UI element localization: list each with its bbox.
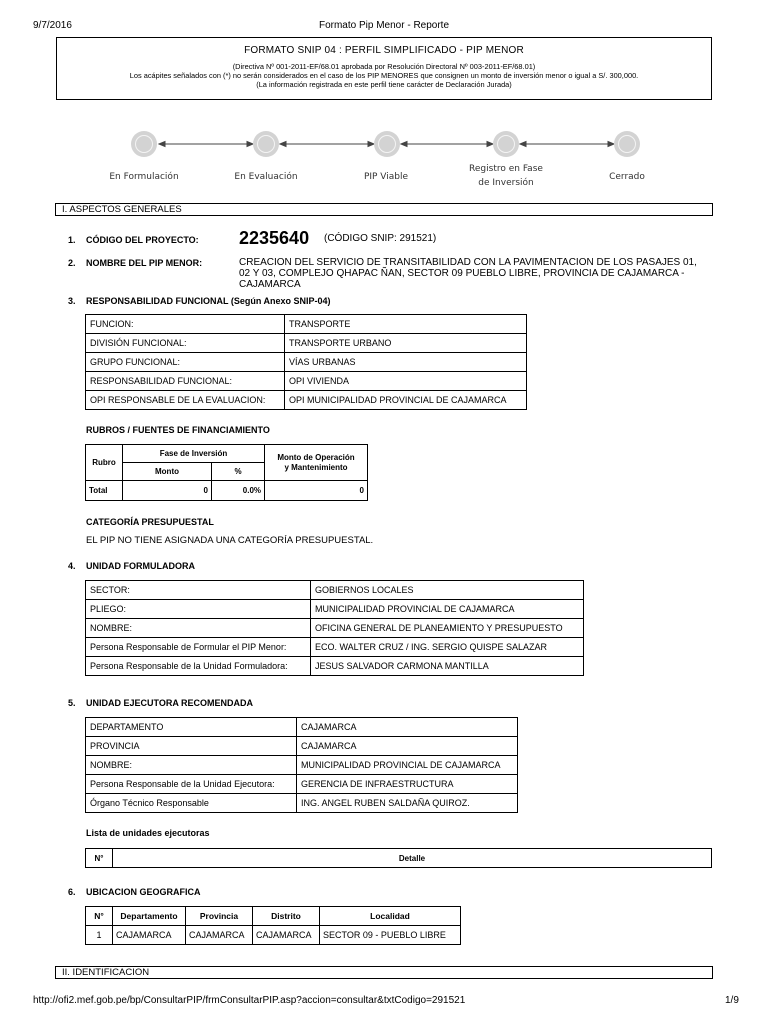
table-row bbox=[86, 315, 527, 334]
unidad-formuladora-table bbox=[85, 580, 584, 676]
stage-label-registro-l2: de Inversión bbox=[478, 178, 534, 188]
codigo-label: CÓDIGO DEL PROYECTO: bbox=[86, 235, 199, 245]
table-key: OPI RESPONSABLE DE LA EVALUACION: bbox=[86, 391, 285, 410]
ubic-header: Localidad bbox=[320, 907, 461, 926]
table-row bbox=[86, 849, 712, 868]
responsabilidad-table bbox=[85, 314, 527, 410]
table-row bbox=[86, 445, 368, 463]
item-number: 6. bbox=[68, 887, 76, 897]
table-value: GERENCIA DE INFRAESTRUCTURA bbox=[297, 775, 518, 794]
table-value: OFICINA GENERAL DE PLANEAMIENTO Y PRESUPUESTO bbox=[311, 619, 584, 638]
ubic-header: Departamento bbox=[113, 907, 186, 926]
stage-label-evaluacion: En Evaluación bbox=[234, 172, 298, 182]
form-title-box bbox=[56, 37, 712, 100]
table-key: NOMBRE: bbox=[86, 756, 297, 775]
ubic-header: Distrito bbox=[253, 907, 320, 926]
lista-ejecutoras-table bbox=[85, 848, 712, 868]
ubic-header: Provincia bbox=[186, 907, 253, 926]
stage-label-cerrado: Cerrado bbox=[609, 172, 645, 182]
table-row bbox=[86, 718, 518, 737]
table-value: ECO. WALTER CRUZ / ING. SERGIO QUISPE SALAZAR bbox=[311, 638, 584, 657]
total-label: Total bbox=[86, 481, 123, 501]
categoria-text: EL PIP NO TIENE ASIGNADA UNA CATEGORÍA PRESUPUESTAL. bbox=[86, 535, 374, 546]
table-value: OPI MUNICIPALIDAD PROVINCIAL DE CAJAMARCA bbox=[285, 391, 527, 410]
table-value: TRANSPORTE bbox=[285, 315, 527, 334]
rubros-table bbox=[85, 444, 368, 501]
lista-ejecutoras-title: Lista de unidades ejecutoras bbox=[86, 828, 210, 838]
nombre-pip-line: CAJAMARCA bbox=[239, 279, 301, 290]
table-row bbox=[86, 794, 518, 813]
section-identificacion: II. IDENTIFICACION bbox=[55, 966, 713, 979]
table-value: MUNICIPALIDAD PROVINCIAL DE CAJAMARCA bbox=[311, 600, 584, 619]
table-row bbox=[86, 581, 584, 600]
table-row bbox=[86, 481, 368, 501]
table-value: TRANSPORTE URBANO bbox=[285, 334, 527, 353]
table-row bbox=[86, 756, 518, 775]
table-value: JESUS SALVADOR CARMONA MANTILLA bbox=[311, 657, 584, 676]
operacion-header bbox=[265, 445, 368, 481]
table-key: DIVISIÓN FUNCIONAL: bbox=[86, 334, 285, 353]
form-title: FORMATO SNIP 04 : PERFIL SIMPLIFICADO - PIP MENOR bbox=[244, 45, 524, 56]
table-key: Persona Responsable de la Unidad Formuladora: bbox=[86, 657, 311, 676]
declaration-line: (La información registrada en este perfil tiene carácter de Declaración Jurada) bbox=[256, 80, 512, 89]
table-row bbox=[86, 657, 584, 676]
table-row bbox=[86, 775, 518, 794]
rubro-header: Rubro bbox=[86, 445, 123, 481]
table-key: Persona Responsable de Formular el PIP Menor: bbox=[86, 638, 311, 657]
table-key: GRUPO FUNCIONAL: bbox=[86, 353, 285, 372]
table-key: FUNCION: bbox=[86, 315, 285, 334]
stage-label-formulacion: En Formulación bbox=[109, 172, 179, 182]
item-number: 4. bbox=[68, 561, 76, 571]
stage-node-registro bbox=[493, 131, 519, 157]
fase-header: Fase de Inversión bbox=[123, 445, 265, 463]
item-number: 2. bbox=[68, 258, 76, 268]
total-monto: 0 bbox=[123, 481, 212, 501]
ubic-cell: SECTOR 09 - PUEBLO LIBRE bbox=[320, 926, 461, 945]
total-pct: 0.0% bbox=[212, 481, 265, 501]
table-row bbox=[86, 334, 527, 353]
table-row bbox=[86, 907, 461, 926]
table-value: VÍAS URBANAS bbox=[285, 353, 527, 372]
table-key: NOMBRE: bbox=[86, 619, 311, 638]
lista-detalle-header: Detalle bbox=[113, 849, 712, 868]
table-row bbox=[86, 372, 527, 391]
table-row bbox=[86, 638, 584, 657]
unidad-ejecutora-label: UNIDAD EJECUTORA RECOMENDADA bbox=[86, 698, 254, 708]
section-aspectos-generales: I. ASPECTOS GENERALES bbox=[55, 203, 713, 216]
directive-line: (Directiva Nº 001-2011-EF/68.01 aprobada por Resolución Directoral Nº 003-2011-EF/68.01) bbox=[232, 62, 536, 71]
stage-node-formulacion bbox=[131, 131, 157, 157]
operacion-header-l2: y Mantenimiento bbox=[284, 462, 348, 472]
lista-num-header: N° bbox=[86, 849, 113, 868]
note-line: Los acápites señalados con (*) no serán considerados en el caso de los PIP MENORES que consignen un monto de inversión menor o igual a S/. 300,000. bbox=[129, 71, 639, 80]
ubic-cell: CAJAMARCA bbox=[113, 926, 186, 945]
ubic-cell: 1 bbox=[86, 926, 113, 945]
ubicacion-label: UBICACION GEOGRAFICA bbox=[86, 887, 201, 897]
stage-label-registro bbox=[446, 162, 566, 190]
item-number: 5. bbox=[68, 698, 76, 708]
total-operacion: 0 bbox=[265, 481, 368, 501]
table-key: Persona Responsable de la Unidad Ejecutora: bbox=[86, 775, 297, 794]
table-key: SECTOR: bbox=[86, 581, 311, 600]
table-key: Órgano Técnico Responsable bbox=[86, 794, 297, 813]
status-progress bbox=[0, 125, 768, 195]
pct-header: % bbox=[212, 463, 265, 481]
stage-node-cerrado bbox=[614, 131, 640, 157]
nombre-pip-line: 02 Y 03, COMPLEJO QHAPAC ÑAN, SECTOR 09 PUEBLO LIBRE, PROVINCIA DE CAJAMARCA - bbox=[239, 268, 685, 279]
item-number: 1. bbox=[68, 235, 76, 245]
stage-label-registro-l1: Registro en Fase bbox=[469, 164, 543, 174]
ubic-cell: CAJAMARCA bbox=[186, 926, 253, 945]
nombre-pip-value bbox=[239, 257, 709, 290]
table-key: DEPARTAMENTO bbox=[86, 718, 297, 737]
table-value: ING. ANGEL RUBEN SALDAÑA QUIROZ. bbox=[297, 794, 518, 813]
table-value: CAJAMARCA bbox=[297, 718, 518, 737]
categoria-title: CATEGORÍA PRESUPUESTAL bbox=[86, 517, 214, 527]
stage-node-viable bbox=[374, 131, 400, 157]
ubic-cell: CAJAMARCA bbox=[253, 926, 320, 945]
page-number: 1/9 bbox=[725, 995, 739, 1006]
stage-node-evaluacion bbox=[253, 131, 279, 157]
ubicacion-table bbox=[85, 906, 461, 945]
item-number: 3. bbox=[68, 296, 76, 306]
table-row bbox=[86, 600, 584, 619]
table-value: OPI VIVIENDA bbox=[285, 372, 527, 391]
table-value: CAJAMARCA bbox=[297, 737, 518, 756]
table-value: GOBIERNOS LOCALES bbox=[311, 581, 584, 600]
ubic-header: N° bbox=[86, 907, 113, 926]
table-key: RESPONSABILIDAD FUNCIONAL: bbox=[86, 372, 285, 391]
nombre-pip-line: CREACION DEL SERVICIO DE TRANSITABILIDAD CON LA PAVIMENTACION DE LOS PASAJES 01, bbox=[239, 257, 697, 268]
table-row bbox=[86, 737, 518, 756]
unidad-ejecutora-table bbox=[85, 717, 518, 813]
print-title: Formato Pip Menor - Reporte bbox=[318, 20, 450, 31]
codigo-snip: (CÓDIGO SNIP: 291521) bbox=[324, 233, 437, 244]
responsabilidad-label: RESPONSABILIDAD FUNCIONAL (Según Anexo SNIP-04) bbox=[86, 296, 331, 306]
table-row bbox=[86, 391, 527, 410]
monto-header: Monto bbox=[123, 463, 212, 481]
table-row bbox=[86, 926, 461, 945]
unidad-formuladora-label: UNIDAD FORMULADORA bbox=[86, 561, 195, 571]
table-key: PLIEGO: bbox=[86, 600, 311, 619]
page-url: http://ofi2.mef.gob.pe/bp/ConsultarPIP/frmConsultarPIP.asp?accion=consultar&txtCodigo=291521 bbox=[33, 995, 466, 1006]
operacion-header-l1: Monto de Operación bbox=[277, 452, 355, 462]
table-value: MUNICIPALIDAD PROVINCIAL DE CAJAMARCA bbox=[297, 756, 518, 775]
table-row bbox=[86, 619, 584, 638]
nombre-pip-label: NOMBRE DEL PIP MENOR: bbox=[86, 258, 203, 268]
codigo-proyecto: 2235640 bbox=[239, 228, 310, 248]
rubros-title: RUBROS / FUENTES DE FINANCIAMIENTO bbox=[86, 425, 270, 435]
stage-label-viable: PIP Viable bbox=[363, 172, 409, 182]
print-date: 9/7/2016 bbox=[33, 20, 72, 31]
table-row bbox=[86, 353, 527, 372]
table-key: PROVINCIA bbox=[86, 737, 297, 756]
